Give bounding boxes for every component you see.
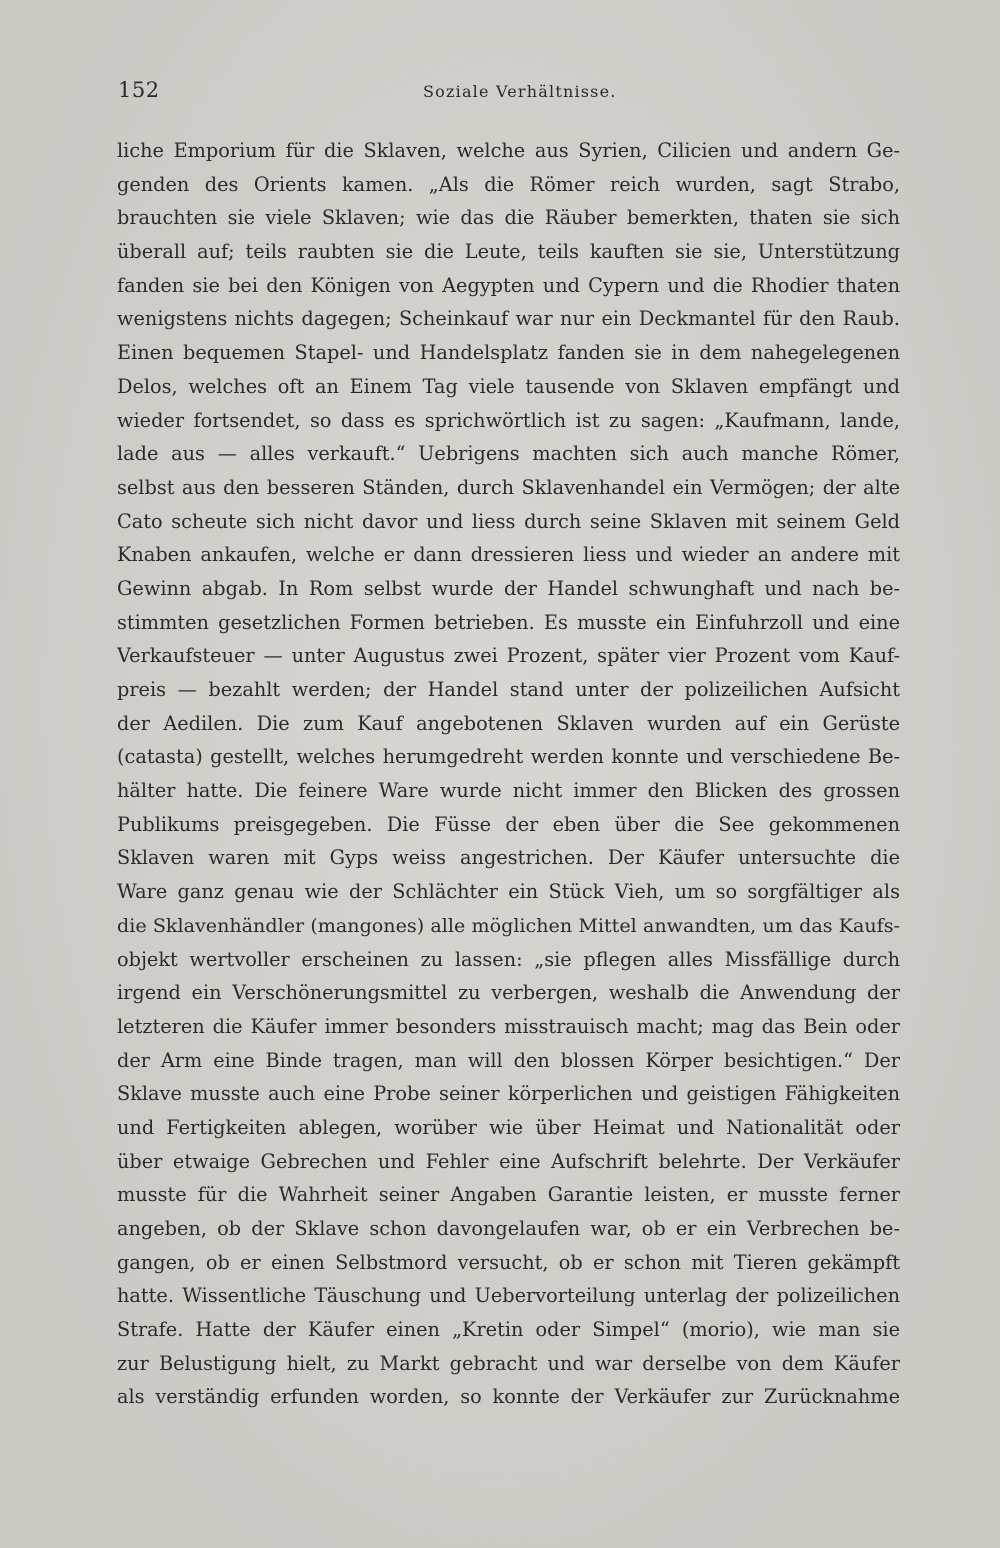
text-line: wieder fortsendet, so dass es sprichwörtlich ist zu sagen: „Kaufmann, lande, [117, 408, 900, 432]
text-line: Knaben ankaufen, welche er dann dressieren liess und wieder an andere mit [117, 543, 900, 567]
text-line: preis — bezahlt werden; der Handel stand unter der polizeilichen Aufsicht [117, 678, 900, 701]
text-line: brauchten sie viele Sklaven; wie das die Räuber bemerkten, thaten sie sich [117, 206, 900, 230]
text-line: die Sklavenhändler (mangones) alle möglichen Mittel anwandten, um das Kaufs- [117, 913, 900, 937]
text-line: hälter hatte. Die feinere Ware wurde nicht immer den Blicken des grossen [117, 779, 900, 803]
text-line: der Aedilen. Die zum Kauf angebotenen Sklaven wurden auf ein Gerüste [117, 711, 900, 735]
text-line: hatte. Wissentliche Täuschung und Uebervorteilung unterlag der polizeilichen [117, 1284, 900, 1308]
text-line: Sklave musste auch eine Probe seiner körperlichen und geistigen Fähigkeiten [117, 1082, 900, 1106]
text-line: Delos, welches oft an Einem Tag viele tausende von Sklaven empfängt und [117, 374, 900, 398]
text-line: stimmten gesetzlichen Formen betrieben. Es musste ein Einfuhrzoll und eine [117, 610, 900, 634]
text-line: über etwaige Gebrechen und Fehler eine Aufschrift belehrte. Der Verkäufer [117, 1149, 900, 1173]
text-line: lade aus — alles verkauft.“ Uebrigens machten sich auch manche Römer, [117, 442, 900, 466]
text-line: selbst aus den besseren Ständen, durch Sklavenhandel ein Vermögen; der alte [117, 475, 900, 499]
text-line: genden des Orients kamen. „Als die Römer reich wurden, sagt Strabo, [117, 172, 900, 196]
text-line: Gewinn abgab. In Rom selbst wurde der Handel schwunghaft und nach be- [117, 576, 900, 600]
text-line: letzteren die Käufer immer besonders misstrauisch macht; mag das Bein oder [117, 1014, 900, 1038]
text-line: (catasta) gestellt, welches herumgedreht werden konnte und verschiedene Be- [117, 745, 900, 769]
text-line: Strafe. Hatte der Käufer einen „Kretin oder Simpel“ (morio), wie man sie [117, 1318, 900, 1342]
text-line: zur Belustigung hielt, zu Markt gebracht und war derselbe von dem Käufer [117, 1351, 900, 1375]
text-line: angeben, ob der Sklave schon davongelaufen war, ob er ein Verbrechen be- [117, 1217, 900, 1240]
text-line: Verkaufsteuer — unter Augustus zwei Prozent, später vier Prozent vom Kauf- [117, 644, 900, 668]
text-line: der Arm eine Binde tragen, man will den blossen Körper besichtigen.“ Der [117, 1048, 900, 1072]
page-header [118, 78, 898, 108]
text-line: überall auf; teils raubten sie die Leute, teils kauften sie sie, Unterstützung [117, 240, 900, 264]
text-line: gangen, ob er einen Selbstmord versucht, ob er schon mit Tieren gekämpft [117, 1250, 900, 1274]
text-line: Ware ganz genau wie der Schlächter ein Stück Vieh, um so sorgfältiger als [117, 880, 900, 904]
text-line: und Fertigkeiten ablegen, worüber wie über Heimat und Nationalität oder [117, 1115, 900, 1139]
text-line: liche Emporium für die Sklaven, welche aus Syrien, Cilicien und andern Ge- [117, 139, 900, 162]
text-line: als verständig erfunden worden, so konnte der Verkäufer zur Zurücknahme [117, 1385, 900, 1409]
text-line: Sklaven waren mit Gyps weiss angestrichen. Der Käufer untersuchte die [117, 846, 900, 870]
running-title: Soziale Verhältnisse. [423, 82, 617, 101]
text-line: wenigstens nichts dagegen; Scheinkauf war nur ein Deckmantel für den Raub. [117, 307, 900, 331]
text-line: musste für die Wahrheit seiner Angaben Garantie leisten, er musste ferner [117, 1183, 900, 1207]
text-line: irgend ein Verschönerungsmittel zu verbergen, weshalb die Anwendung der [117, 981, 900, 1005]
text-line: objekt wertvoller erscheinen zu lassen: „sie pflegen alles Missfällige durch [117, 947, 900, 971]
body-text [117, 134, 900, 1414]
page-number: 152 [118, 78, 160, 102]
text-line: fanden sie bei den Königen von Aegypten und Cypern und die Rhodier thaten [117, 273, 900, 297]
text-line: Publikums preisgegeben. Die Füsse der eben über die See gekommenen [117, 812, 900, 836]
text-line: Cato scheute sich nicht davor und liess durch seine Sklaven mit seinem Geld [117, 509, 900, 533]
text-line: Einen bequemen Stapel- und Handelsplatz fanden sie in dem nahegelegenen [117, 341, 900, 365]
